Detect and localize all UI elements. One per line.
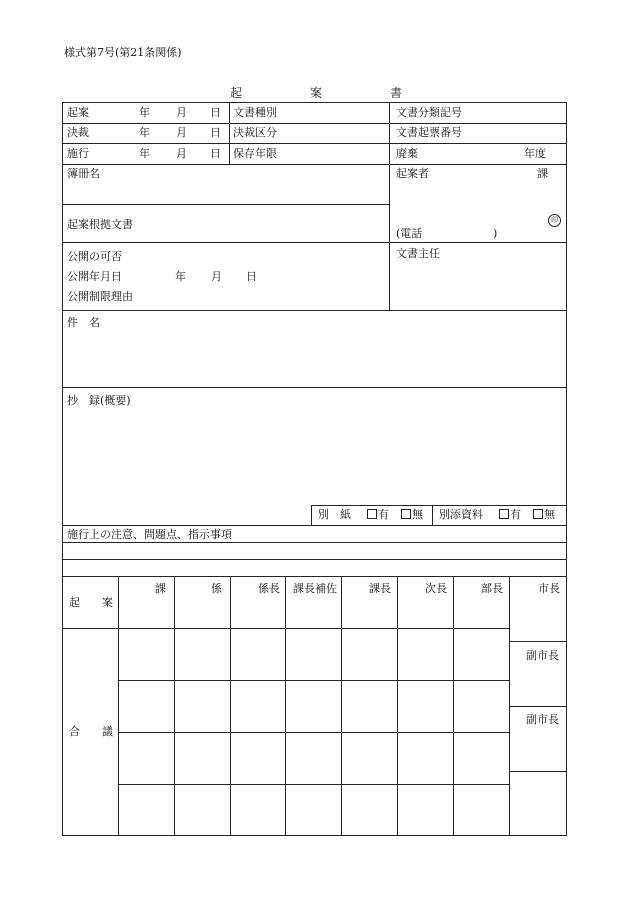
rule bbox=[62, 835, 567, 836]
rule bbox=[62, 525, 567, 526]
rule bbox=[62, 164, 567, 165]
col-kacho: 課長 bbox=[369, 582, 391, 595]
rule bbox=[389, 102, 390, 310]
col-bucho: 部長 bbox=[481, 582, 503, 595]
kessai-day: 日 bbox=[210, 126, 221, 139]
col-kakaricho: 係長 bbox=[258, 582, 280, 595]
rule bbox=[453, 576, 454, 835]
col-fukushicho-2: 副市長 bbox=[526, 713, 559, 726]
kokai-seigen-label: 公開制限理由 bbox=[67, 290, 133, 303]
col-kakari: 係 bbox=[211, 582, 222, 595]
rule bbox=[62, 559, 567, 560]
rule bbox=[62, 123, 567, 124]
rule bbox=[432, 505, 433, 525]
col-fukushicho-1: 副市長 bbox=[526, 649, 559, 662]
bunrui-kigou-label: 文書分類記号 bbox=[396, 106, 462, 119]
kian-label: 起案 bbox=[67, 106, 89, 119]
seal-mark: 印 bbox=[548, 213, 561, 227]
rule bbox=[229, 102, 230, 164]
rule bbox=[62, 102, 567, 103]
kihyo-bango-label: 文書起票番号 bbox=[396, 126, 462, 139]
kokai-year: 年 bbox=[175, 270, 186, 283]
col-kachohosa: 課長補佐 bbox=[293, 582, 337, 595]
haiki-label: 廃棄 bbox=[396, 147, 418, 160]
shiko-day: 日 bbox=[210, 147, 221, 160]
shiko-month: 月 bbox=[176, 147, 187, 160]
kian-month: 月 bbox=[176, 106, 187, 119]
rule bbox=[230, 576, 231, 835]
besshi-yes[interactable]: 有 bbox=[367, 509, 389, 521]
kiansha-label: 起案者 bbox=[396, 167, 429, 180]
hozon-nengen-label: 保存年限 bbox=[233, 147, 277, 160]
rule bbox=[285, 576, 286, 835]
checkbox-icon[interactable] bbox=[499, 509, 509, 519]
rule bbox=[311, 505, 312, 525]
shiko-label: 施行 bbox=[67, 147, 89, 160]
hosatsu-mei-label: 簿冊名 bbox=[67, 167, 100, 180]
nendo-label: 年度 bbox=[524, 147, 546, 160]
title-char-2: 案 bbox=[310, 86, 323, 100]
betten-no[interactable]: 無 bbox=[533, 509, 555, 521]
kian-year: 年 bbox=[139, 106, 150, 119]
rule bbox=[62, 387, 567, 388]
shoroku-label: 抄 録(概要) bbox=[67, 394, 131, 407]
rule bbox=[118, 732, 509, 733]
rule bbox=[62, 576, 567, 577]
rule bbox=[509, 576, 510, 835]
bunsho-shunin-label: 文書主任 bbox=[396, 247, 440, 260]
rule bbox=[62, 310, 567, 311]
shiko-year: 年 bbox=[139, 147, 150, 160]
kessai-year: 年 bbox=[139, 126, 150, 139]
ka-label: 課 bbox=[537, 167, 548, 180]
rule bbox=[118, 680, 509, 681]
betten-label: 別添資料 bbox=[439, 508, 483, 521]
approval-kian-label: 起 案 bbox=[69, 596, 113, 609]
kenmei-label: 件 名 bbox=[67, 316, 100, 329]
denwa-open: (電話 bbox=[396, 227, 423, 240]
bunsho-shubetsu-label: 文書種別 bbox=[233, 106, 277, 119]
col-shicho: 市長 bbox=[538, 582, 560, 595]
besshi-label: 別 紙 bbox=[318, 508, 351, 521]
border-right bbox=[566, 102, 567, 835]
denwa-close: ) bbox=[493, 227, 498, 240]
rule bbox=[509, 706, 567, 707]
rule bbox=[62, 242, 567, 243]
checkbox-icon[interactable] bbox=[367, 509, 377, 519]
kian-konkyo-label: 起案根拠文書 bbox=[67, 218, 133, 231]
kessai-label: 決裁 bbox=[67, 126, 89, 139]
rule bbox=[62, 542, 567, 543]
rule bbox=[62, 143, 567, 144]
rule bbox=[509, 641, 567, 642]
kokai-month: 月 bbox=[211, 270, 222, 283]
checkbox-icon[interactable] bbox=[533, 509, 543, 519]
kessai-month: 月 bbox=[176, 126, 187, 139]
title-char-3: 書 bbox=[390, 86, 403, 100]
kokai-day: 日 bbox=[246, 270, 257, 283]
kokai-nengappi-label: 公開年月日 bbox=[67, 270, 122, 283]
rule bbox=[341, 576, 342, 835]
col-jicho: 次長 bbox=[425, 582, 447, 595]
kessai-kubun-label: 決裁区分 bbox=[233, 126, 277, 139]
title-char-1: 起 bbox=[230, 86, 243, 100]
rule bbox=[62, 204, 389, 205]
betten-yes[interactable]: 有 bbox=[499, 509, 521, 521]
gougi-label: 合 議 bbox=[69, 725, 113, 738]
border-left bbox=[62, 102, 63, 835]
kian-day: 日 bbox=[210, 106, 221, 119]
rule bbox=[174, 576, 175, 835]
rule bbox=[509, 771, 567, 772]
col-ka: 課 bbox=[155, 582, 166, 595]
besshi-no[interactable]: 無 bbox=[401, 509, 423, 521]
rule bbox=[311, 505, 567, 506]
checkbox-icon[interactable] bbox=[401, 509, 411, 519]
rule bbox=[118, 576, 119, 835]
rule bbox=[118, 784, 509, 785]
rule bbox=[397, 576, 398, 835]
notes-label: 施行上の注意、問題点、指示事項 bbox=[67, 528, 232, 541]
form-number: 様式第7号(第21条関係) bbox=[64, 46, 182, 59]
kokai-kahi-label: 公開の可否 bbox=[67, 250, 122, 263]
